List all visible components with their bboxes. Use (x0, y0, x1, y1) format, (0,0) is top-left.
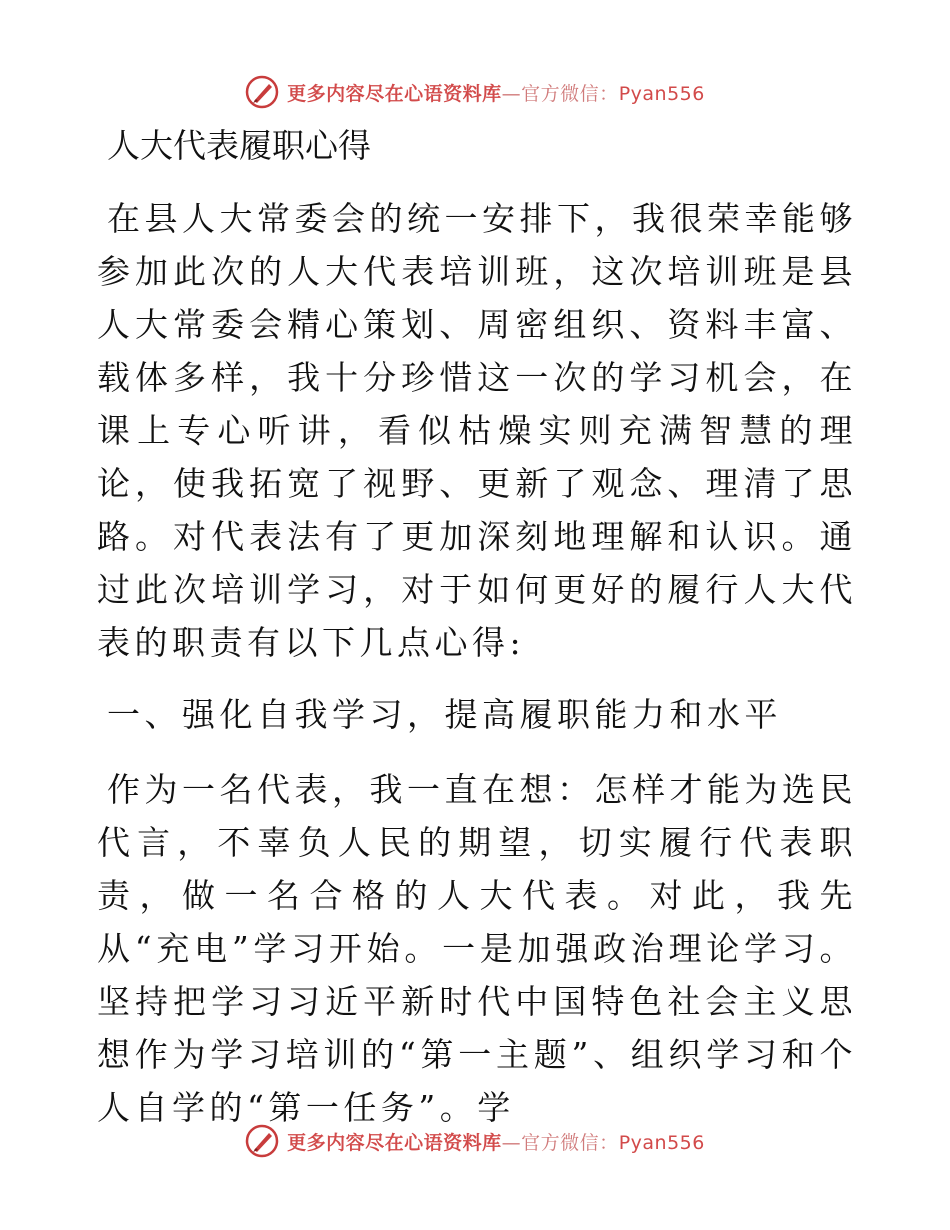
quill-pen-logo-icon (245, 75, 279, 109)
header-watermark (0, 70, 950, 114)
watermark-brand: 更多内容尽在心语资料库 (287, 82, 502, 105)
quill-pen-logo-icon (245, 1124, 279, 1158)
watermark-text (287, 1128, 705, 1155)
watermark-wechat-label: 官方微信： (521, 1131, 619, 1154)
watermark-wechat-id: Pyan556 (618, 1131, 705, 1154)
document-title: 人大代表履职心得 (107, 126, 371, 165)
watermark-wechat-label: 官方微信： (521, 82, 619, 105)
document-body (97, 118, 857, 1134)
body-paragraph: 在县人大常委会的统一安排下，我很荣幸能够参加此次的人大代表培训班，这次培训班是县人大常委会精心策划、周密组织、资料丰富、载体多样，我十分珍惜这一次的学习机会，在课上专心听讲，看似枯燥实则充满智慧的理论，使我拓宽了视野、更新了观念、理清了思路。对代表法有了更加深刻地理解和认识。通过此次培训学习，对于如何更好的履行人大代表的职责有以下几点心得: (97, 199, 857, 662)
section-heading: 一、强化自我学习，提高履职能力和水平 (107, 695, 782, 734)
footer-watermark (0, 1119, 950, 1163)
watermark-text (287, 79, 705, 106)
watermark-separator: — (501, 1131, 522, 1154)
watermark-wechat-id: Pyan556 (618, 82, 705, 105)
body-paragraph: 作为一名代表，我一直在想：怎样才能为选民代言，不辜负人民的期望，切实履行代表职责，做一名合格的人大代表。对此，我先从“充电”学习开始。一是加强政治理论学习。坚持把学习习近平新时代中国特色社会主义思想作为学习培训的“第一主题”、组织学习和个人自学的“第一任务”。学 (97, 770, 857, 1127)
watermark-brand: 更多内容尽在心语资料库 (287, 1131, 502, 1154)
watermark-separator: — (501, 82, 522, 105)
